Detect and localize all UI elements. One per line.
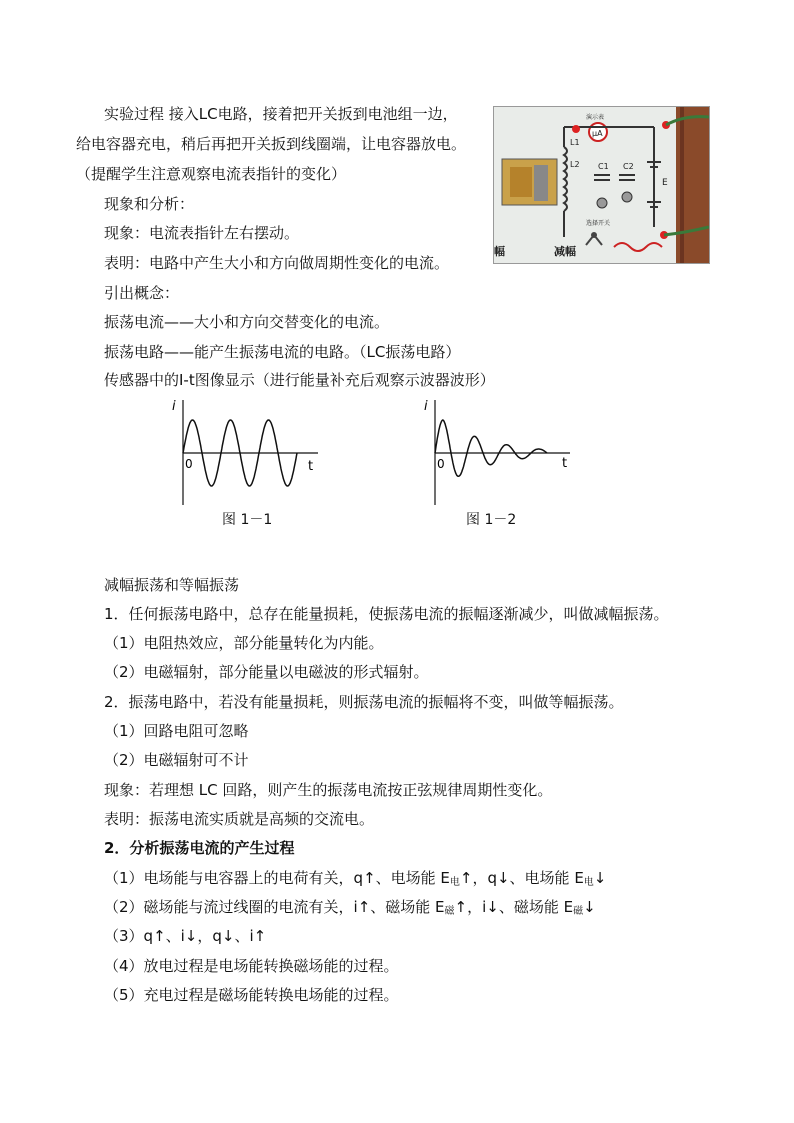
meter-symbol: μA (592, 129, 603, 138)
section2-line-3: （3）q↑、i↓，q↓、i↑ (104, 927, 267, 945)
apparatus-drawing (494, 107, 709, 263)
switch-label: 选择开关 (586, 220, 611, 227)
figure-1-1-chart (168, 395, 328, 510)
section-p1: 1．任何振荡电路中，总存在能量损耗，使振荡电流的振幅逐渐减少，叫做减幅振荡。 (104, 605, 669, 623)
s2l1-sub1: 电 (449, 877, 460, 888)
label-left-word: 幅 (494, 245, 505, 258)
section2-line-5: （5）充电过程是磁场能转换电场能的过程。 (104, 986, 399, 1004)
figure-1-1-caption: 图 1－1 (222, 512, 273, 528)
section-heading: 减幅振荡和等幅振荡 (104, 576, 240, 594)
s2l2-sub2: 磁 (573, 906, 584, 917)
intro-line-5: 现象：电流表指针左右摆动。 (104, 224, 300, 242)
section-p1b: （2）电磁辐射，部分能量以电磁波的形式辐射。 (104, 663, 429, 681)
intro-line-9: 振荡电路——能产生振荡电流的电路。（LC振荡电路） (104, 343, 461, 361)
intro-line-6: 表明：电路中产生大小和方向做周期性变化的电流。 (104, 254, 450, 272)
figure-1-2-chart (420, 395, 580, 510)
fig1-x-label: t (308, 459, 314, 474)
label-l1: L1 (570, 138, 580, 147)
fig2-x-label: t (562, 456, 568, 471)
intro-line-4: 现象和分析： (104, 195, 195, 213)
s2l2-mid: ↑，i↓、磁场能 E (454, 898, 574, 916)
section2-line-2 (104, 897, 596, 922)
label-right-word: 减幅 (554, 245, 576, 258)
section-p3: 现象：若理想 LC 回路，则产生的振荡电流按正弦规律周期性变化。 (104, 781, 553, 799)
section-p2: 2．振荡电路中，若没有能量损耗，则振荡电流的振幅将不变，叫做等幅振荡。 (104, 693, 624, 711)
s2l2-end: ↓ (583, 898, 596, 916)
figure-1-2-caption: 图 1－2 (466, 512, 517, 528)
s2l1-end: ↓ (593, 869, 607, 887)
s2l2-sub1: 磁 (444, 906, 455, 917)
intro-line-8: 振荡电流——大小和方向交替变化的电流。 (104, 313, 390, 331)
fig2-series-line (435, 420, 547, 476)
s2l1-sub2: 电 (583, 877, 594, 888)
section2-heading: 2．分析振荡电流的产生过程 (104, 839, 295, 857)
lc-circuit-apparatus-photo (493, 106, 710, 264)
section2-line-4: （4）放电过程是电场能转换磁场能的过程。 (104, 957, 399, 975)
section2-line-1 (104, 868, 606, 893)
s2l1-pre: （1）电场能与电容器上的电荷有关，q↑、电场能 E (104, 869, 450, 887)
intro-line-10: 传感器中的I-t图像显示（进行能量补充后观察示波器波形） (104, 371, 495, 389)
fig2-y-label: i (424, 399, 428, 414)
intro-line-1: 实验过程 接入LC电路，接着把开关扳到电池组一边， (104, 105, 458, 123)
intro-line-3: （提醒学生注意观察电流表指针的变化） (76, 165, 347, 183)
fig1-y-label: i (172, 399, 176, 414)
s2l2-pre: （2）磁场能与流过线圈的电流有关，i↑、磁场能 E (104, 898, 445, 916)
s2l1-mid: ↑，q↓、电场能 E (459, 869, 584, 887)
section-p4: 表明：振荡电流实质就是高频的交流电。 (104, 810, 375, 828)
label-e: E (662, 178, 668, 188)
fig1-origin-label: 0 (185, 457, 193, 471)
section-p1a: （1）电阻热效应，部分能量转化为内能。 (104, 634, 384, 652)
fig2-origin-label: 0 (437, 457, 445, 471)
section-p2a: （1）回路电阻可忽略 (104, 722, 249, 740)
label-l2: L2 (570, 160, 580, 169)
section-p2b: （2）电磁辐射可不计 (104, 751, 249, 769)
intro-line-2: 给电容器充电，稍后再把开关扳到线圈端，让电容器放电。 (76, 135, 467, 153)
label-c2: C2 (623, 162, 634, 171)
meter-label: 演示表 (586, 114, 605, 121)
intro-line-7: 引出概念： (104, 284, 180, 302)
label-c1: C1 (598, 162, 609, 171)
